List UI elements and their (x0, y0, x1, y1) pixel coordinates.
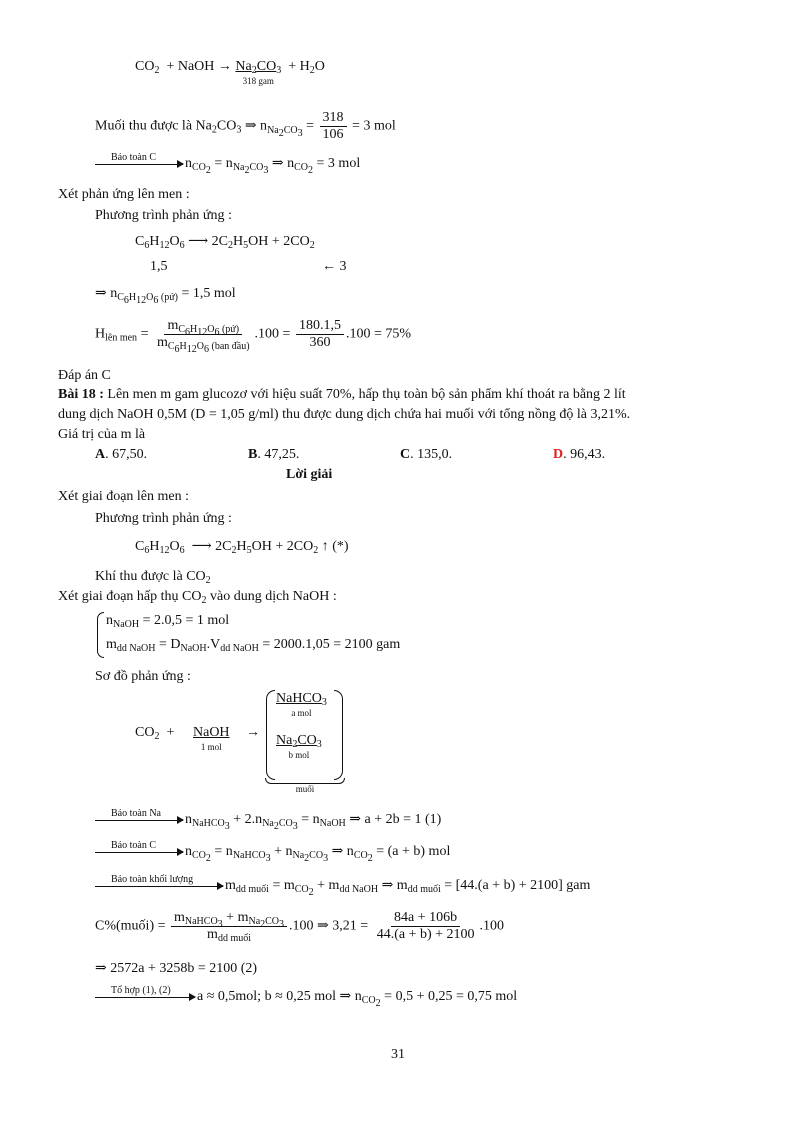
ferment-qty-right: ← 3 (322, 259, 347, 274)
scheme-lhs: $CO_2$ + (135, 725, 175, 742)
scheme-left-brace (266, 690, 275, 780)
system-line-1: $n_{NaOH} = 2.0,5 = 1$ mol (106, 613, 230, 630)
scheme-salt-underbrace: muối (266, 778, 344, 796)
n-glucose-line: ⇒ $n_{C_6H_{12}O_6 (pứ)} = 1,5$ mol (95, 286, 236, 306)
fraction-318-106: $\frac{318}{106}$ (320, 110, 347, 143)
ferment-equation: $C_6H_{12}O_6$ ⟶ $2C_2H_5OH + 2CO_2$ (135, 234, 315, 251)
problem-line-3: Giá trị của m là (58, 427, 146, 442)
carbon-conservation-1: Bảo toàn C $n_{CO_2} = n_{Na_2CO_3}$ ⇒ $n_{CO_2} = 3$ mol (95, 152, 360, 173)
scheme-salt-1: NaHCO$_3$ a mol (276, 691, 327, 718)
answer-c: Đáp án C (58, 368, 111, 383)
yield-line: $H_{lên men}$ = $\frac{m_{C_6H_{12}O_6 (pứ)}}{m_{C_6H_{12}O_6 (ban đầu)}}$ .100 = $\frac{180.1,5}{360}$ .100 = 75% (95, 318, 412, 355)
na-conservation: Bảo toàn Na $n_{NaHCO_3} + 2.n_{Na_2CO_3} = n_{NaOH}$ ⇒ a + 2b = 1 (1) (95, 808, 441, 829)
system-brace (97, 612, 104, 658)
option-a[interactable]: A. 67,50. (95, 447, 148, 462)
equation-2: ⇒ 2572a + 3258b = 2100 (2) (95, 961, 258, 976)
fraction-yield: $\frac{180.1,5}{360}$ (296, 318, 344, 351)
page-number: 31 (391, 1047, 405, 1062)
stage1-eq-title: Phương trình phản ứng : (95, 511, 232, 526)
combine-line: Tổ hợp (1), (2) a ≈ 0,5mol; b ≈ 0,25 mol ⇒ $n_{CO_2} = 0,5 + 0,25 = 0,75$ mol (95, 985, 517, 1006)
concentration-line: C%(muối) = $\frac{m_{NaHCO_3} + m_{Na_2CO_3}}{m_{dd muối}}$ .100 ⇒ 3,21 = $\frac{84a + 106b}{44.(a + b) + 2100}$ .100 (95, 910, 505, 944)
scheme-right-brace (334, 690, 343, 780)
stage1-title: Xét giai đoạn lên men : (58, 489, 190, 504)
scheme-arrow: → (246, 725, 260, 740)
gas-line: Khí thu được là $CO_2$ (95, 569, 211, 586)
equation-co2-naoh: $CO_2$ + NaOH → $Na_2CO_3$ 318 gam + $H_2O$ (135, 59, 325, 86)
salt-line: Muối thu được là $Na_2CO_3$ ⇒ $n_{Na_2CO_3}$ = $\frac{318}{106}$ = 3 mol (95, 110, 396, 142)
solution-title: Lời giải (286, 467, 333, 482)
c-conservation: Bảo toàn C $n_{CO_2} = n_{NaHCO_3} + n_{Na_2CO_3}$ ⇒ $n_{CO_2} = (a + b)$ mol (95, 840, 450, 861)
ferment-equation-title: Phương trình phản ứng : (95, 208, 232, 223)
option-c[interactable]: C. 135,0. (400, 447, 453, 462)
option-d[interactable]: D. 96,43. (553, 447, 606, 462)
option-b[interactable]: B. 47,25. (248, 447, 300, 462)
problem-line-1: Bài 18 : Lên men m gam glucozơ với hiệu suất 70%, hấp thụ toàn bộ sản phẩm khí thoát ra bằng 2 lít (58, 387, 626, 402)
labeled-arrow: Bảo toàn C (95, 152, 183, 173)
scheme-salt-2: $Na_2CO_3$ b mol (276, 733, 322, 760)
scheme-naoh: NaOH 1 mol (193, 725, 230, 752)
problem-line-2: dung dịch NaOH 0,5M (D = 1,05 g/ml) thu được dung dịch chứa hai muối với tổng nồng độ là 3,21%. (58, 407, 631, 422)
fraction-mass-ratio: $\frac{m_{C_6H_{12}O_6 (pứ)}}{m_{C_6H_{12}O_6 (ban đầu)}}$ (156, 318, 250, 355)
scheme-title: Sơ đồ phản ứng : (95, 669, 191, 684)
system-line-2: $m_{dd NaOH} = D_{NaOH}.V_{dd NaOH} = 2000.1,05 = 2100$ gam (106, 637, 401, 654)
ferment-section-title: Xét phản ứng lên men : (58, 187, 190, 202)
ferment-qty-left: 1,5 (150, 259, 168, 274)
mass-conservation: Bảo toàn khối lượng $m_{dd muối} = m_{CO_2} + m_{dd NaOH}$ ⇒ $m_{dd muối} = [44.(a + b) + 2100]$ gam (95, 874, 590, 895)
stage1-equation: $C_6H_{12}O_6$ ⟶ $2C_2H_5OH + 2CO_2$ ↑ (*) (135, 539, 349, 556)
stage2-title: Xét giai đoạn hấp thụ $CO_2$ vào dung dịch NaOH : (58, 589, 337, 606)
product-underbrace: $Na_2CO_3$ 318 gam (235, 59, 282, 86)
